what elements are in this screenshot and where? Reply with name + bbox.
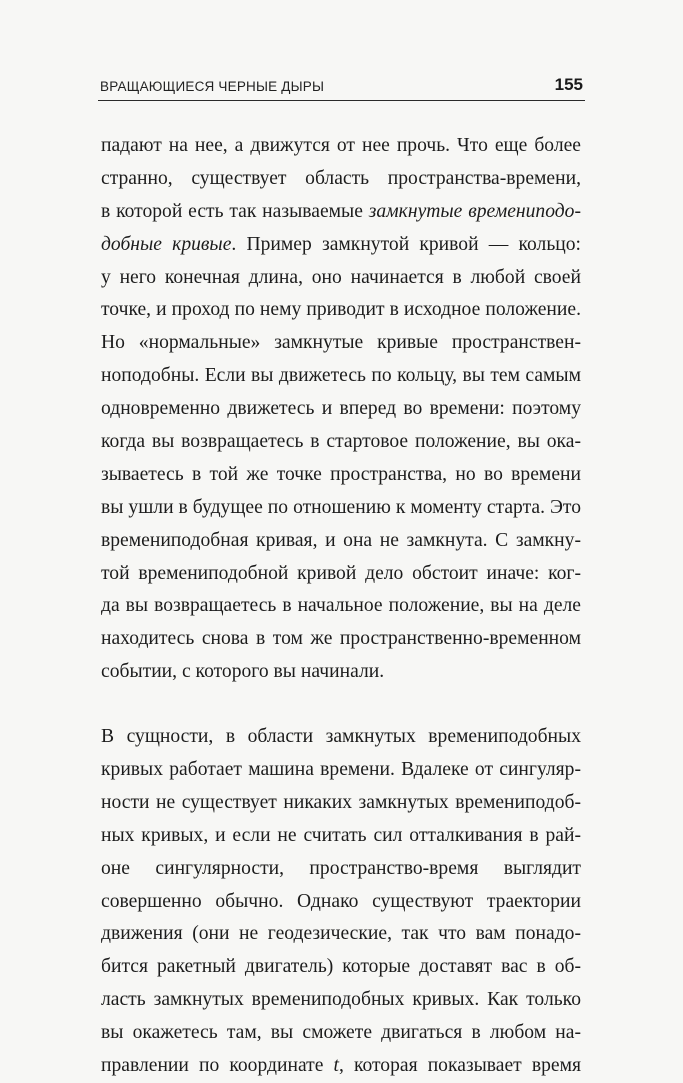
page-number: 155: [554, 75, 583, 94]
text-line: ных кривых, и если не считать сил отталкивания в рай-: [101, 824, 581, 846]
italic-term: добные кривые: [101, 233, 232, 255]
text-line: падают на нее, а движутся от нее прочь. Что еще более: [101, 135, 581, 156]
text-line: зываетесь в той же точке пространства, но во времени: [101, 463, 581, 485]
running-title: ВРАЩАЮЩИЕСЯ ЧЕРНЫЕ ДЫРЫ: [100, 79, 325, 94]
text-line: ноподобны. Если вы движетесь по кольцу, вы тем самым: [101, 365, 581, 387]
paragraph-gap: [101, 689, 581, 721]
text-fragment: правлении по координате: [101, 1055, 334, 1077]
italic-term: замкнутые времениподо-: [368, 200, 581, 222]
text-line: у него конечная длина, оно начинается в любой своей: [101, 266, 581, 288]
text-line: времениподобная кривая, и она не замкнута. С замкну-: [101, 529, 581, 551]
text-line: точке, и проход по нему приводит в исходное положение.: [101, 299, 581, 321]
text-line: вы ушли в будущее по отношению к моменту старта. Это: [101, 496, 581, 518]
text-line: ности не существует никаких замкнутых времениподоб-: [101, 791, 581, 813]
text-line: вы окажетесь там, вы сможете двигаться в любом на-: [101, 1022, 581, 1044]
text-line: той времениподобной кривой дело обстоит иначе: ког-: [101, 562, 581, 584]
text-fragment: . Пример замкнутой кривой — кольцо:: [231, 233, 581, 255]
text-line: находитесь снова в том же пространственно-временном: [101, 628, 581, 650]
text-line: одновременно движетесь и вперед во времени: поэтому: [101, 398, 581, 420]
text-line: [101, 1050, 581, 1083]
text-line: бится ракетный двигатель) которые доставят вас в об-: [101, 956, 581, 978]
text-line: да вы возвращаетесь в начальное положение, вы на деле: [101, 595, 581, 617]
text-line: [101, 229, 581, 262]
text-line: В сущности, в области замкнутых времениподобных: [101, 726, 581, 748]
text-body: [101, 130, 581, 1083]
running-header: [98, 74, 585, 101]
italic-variable: t: [333, 1055, 339, 1077]
text-line: кривых работает машина времени. Вдалеке от сингуляр-: [101, 759, 581, 781]
text-line: ласть замкнутых времениподобных кривых. Как только: [101, 989, 581, 1011]
text-fragment: , которая показывает время: [338, 1055, 581, 1077]
text-line: оне сингулярности, пространство-время выглядит: [101, 857, 581, 879]
text-line: когда вы возвращаетесь в стартовое положение, вы ока-: [101, 431, 581, 453]
text-line: совершенно обычно. Однако существуют траектории: [101, 890, 581, 912]
text-line: движения (они не геодезические, так что вам понадо-: [101, 923, 581, 945]
paragraph-2: [101, 721, 581, 1083]
text-line: [101, 196, 581, 229]
text-line: странно, существует область пространства-времени,: [101, 167, 581, 189]
text-fragment: в которой есть так называемые: [101, 200, 369, 222]
paragraph-1: [101, 130, 581, 689]
text-line: Но «нормальные» замкнутые кривые пространствен-: [101, 332, 581, 354]
text-line: событии, с которого вы начинали.: [101, 661, 385, 683]
